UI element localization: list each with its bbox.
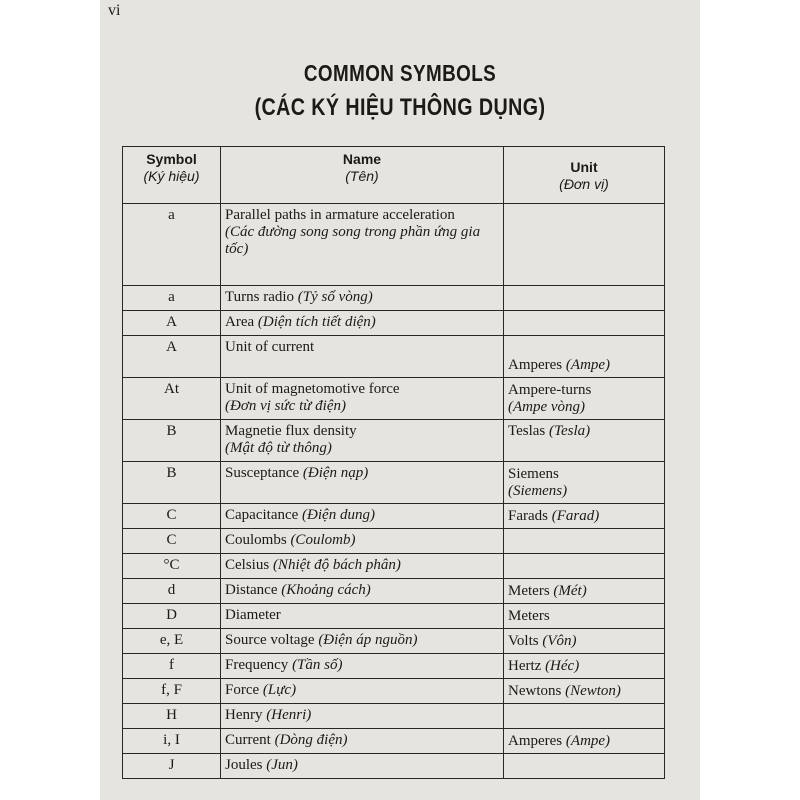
name-vi-text: (Henri) bbox=[266, 707, 312, 723]
name-text: Area bbox=[225, 314, 255, 330]
unit-cell bbox=[504, 629, 665, 654]
symbol-cell: f bbox=[123, 654, 221, 679]
unit-text: Amperes bbox=[508, 357, 563, 373]
name-text: Distance bbox=[225, 582, 278, 598]
table-row bbox=[123, 529, 665, 554]
unit-cell bbox=[504, 754, 665, 779]
name-vi-text: (Diện tích tiết diện) bbox=[257, 314, 376, 330]
header-name bbox=[221, 147, 504, 204]
name-text: Parallel paths in armature acceleration bbox=[225, 207, 455, 223]
name-cell bbox=[221, 604, 504, 629]
table-row bbox=[123, 204, 665, 286]
table-row bbox=[123, 629, 665, 654]
header-unit-label: Unit bbox=[570, 159, 598, 175]
unit-cell bbox=[504, 679, 665, 704]
name-vi-text: (Dòng điện) bbox=[274, 732, 348, 748]
symbol-cell: H bbox=[123, 704, 221, 729]
table-row bbox=[123, 554, 665, 579]
symbol-cell: B bbox=[123, 462, 221, 504]
unit-cell bbox=[504, 336, 665, 378]
name-cell bbox=[221, 579, 504, 604]
table-row bbox=[123, 378, 665, 420]
name-text: Magnetie flux density bbox=[225, 423, 357, 439]
name-vi-text: (Tần số) bbox=[292, 657, 343, 673]
name-cell bbox=[221, 754, 504, 779]
table-row bbox=[123, 654, 665, 679]
unit-cell bbox=[504, 579, 665, 604]
header-symbol bbox=[123, 147, 221, 204]
symbol-cell: A bbox=[123, 311, 221, 336]
name-vi-text: (Mật độ từ thông) bbox=[225, 440, 332, 456]
table-row bbox=[123, 729, 665, 754]
header-unit-vi: (Đơn vị) bbox=[559, 176, 609, 192]
table-row bbox=[123, 579, 665, 604]
unit-cell bbox=[504, 504, 665, 529]
name-cell bbox=[221, 311, 504, 336]
symbol-cell: J bbox=[123, 754, 221, 779]
unit-cell bbox=[504, 286, 665, 311]
symbol-cell: A bbox=[123, 336, 221, 378]
book-page bbox=[100, 0, 700, 800]
page-number: vi bbox=[108, 2, 121, 19]
name-vi-text: (Coulomb) bbox=[290, 532, 356, 548]
unit-vi-text: (Ampe) bbox=[565, 357, 611, 373]
name-vi-text: (Jun) bbox=[266, 757, 298, 773]
symbol-cell: d bbox=[123, 579, 221, 604]
table-body bbox=[123, 204, 665, 779]
symbol-cell: a bbox=[123, 286, 221, 311]
unit-cell bbox=[504, 204, 665, 286]
unit-text: Farads bbox=[508, 508, 548, 524]
name-cell bbox=[221, 554, 504, 579]
unit-text: Newtons bbox=[508, 683, 562, 699]
name-vi-text: (Đơn vị sức từ điện) bbox=[225, 398, 347, 414]
name-text: Unit of magnetomotive force bbox=[225, 381, 400, 397]
unit-cell bbox=[504, 729, 665, 754]
name-cell bbox=[221, 629, 504, 654]
header-unit bbox=[504, 147, 665, 204]
symbol-cell: f, F bbox=[123, 679, 221, 704]
page-title: COMMON SYMBOLS bbox=[303, 60, 497, 86]
header-symbol-label: Symbol bbox=[146, 151, 197, 167]
name-cell bbox=[221, 336, 504, 378]
table-row bbox=[123, 286, 665, 311]
unit-cell bbox=[504, 378, 665, 420]
name-cell bbox=[221, 204, 504, 286]
unit-cell bbox=[504, 462, 665, 504]
name-cell bbox=[221, 679, 504, 704]
symbols-table-wrapper bbox=[122, 146, 664, 779]
unit-vi-text: (Siemens) bbox=[508, 483, 568, 499]
name-vi-text: (Lực) bbox=[262, 682, 297, 698]
unit-vi-text: (Farad) bbox=[551, 508, 600, 524]
name-text: Capacitance bbox=[225, 507, 299, 523]
symbol-cell: B bbox=[123, 420, 221, 462]
name-cell bbox=[221, 704, 504, 729]
table-header-row bbox=[123, 147, 665, 204]
unit-text: Meters bbox=[508, 583, 550, 599]
name-cell bbox=[221, 420, 504, 462]
name-vi-text: (Khoảng cách) bbox=[281, 582, 371, 598]
unit-vi-text: (Ampe) bbox=[565, 733, 611, 749]
name-text: Frequency bbox=[225, 657, 289, 673]
unit-text: Siemens bbox=[508, 466, 559, 482]
table-row bbox=[123, 420, 665, 462]
unit-cell bbox=[504, 420, 665, 462]
unit-text: Amperes bbox=[508, 733, 563, 749]
unit-vi-text: (Newton) bbox=[565, 683, 621, 699]
symbol-cell: C bbox=[123, 504, 221, 529]
unit-text: Ampere-turns bbox=[508, 382, 592, 398]
symbol-cell: At bbox=[123, 378, 221, 420]
name-cell bbox=[221, 729, 504, 754]
name-text: Susceptance bbox=[225, 465, 300, 481]
name-vi-text: (Điện dung) bbox=[302, 507, 375, 523]
unit-cell bbox=[504, 704, 665, 729]
name-vi-text: (Các đường song song trong phần ứng gia tốc) bbox=[225, 224, 481, 257]
unit-cell bbox=[504, 311, 665, 336]
table-row bbox=[123, 462, 665, 504]
symbols-table bbox=[122, 146, 665, 779]
symbol-cell: D bbox=[123, 604, 221, 629]
name-vi-text: (Điện áp nguồn) bbox=[318, 632, 418, 648]
name-vi-text: (Tỷ số vòng) bbox=[297, 289, 373, 305]
symbol-cell: C bbox=[123, 529, 221, 554]
unit-text: Meters bbox=[508, 608, 550, 624]
table-row bbox=[123, 604, 665, 629]
table-row bbox=[123, 504, 665, 529]
table-row bbox=[123, 679, 665, 704]
name-cell bbox=[221, 378, 504, 420]
name-cell bbox=[221, 286, 504, 311]
name-text: Force bbox=[225, 682, 260, 698]
table-row bbox=[123, 704, 665, 729]
header-name-vi: (Tên) bbox=[345, 168, 379, 184]
unit-cell bbox=[504, 604, 665, 629]
header-symbol-vi: (Ký hiệu) bbox=[143, 168, 200, 184]
name-cell bbox=[221, 654, 504, 679]
name-text: Celsius bbox=[225, 557, 270, 573]
name-cell bbox=[221, 529, 504, 554]
name-vi-text: (Nhiệt độ bách phân) bbox=[272, 557, 401, 573]
symbol-cell: °C bbox=[123, 554, 221, 579]
unit-text: Volts bbox=[508, 633, 539, 649]
symbol-cell: a bbox=[123, 204, 221, 286]
name-vi-text: (Điện nạp) bbox=[302, 465, 369, 481]
table-row bbox=[123, 754, 665, 779]
name-text: Turns radio bbox=[225, 289, 295, 305]
name-text: Unit of current bbox=[225, 339, 315, 355]
name-text: Current bbox=[225, 732, 271, 748]
name-cell bbox=[221, 462, 504, 504]
table-row bbox=[123, 311, 665, 336]
unit-cell bbox=[504, 529, 665, 554]
table-row bbox=[123, 336, 665, 378]
unit-vi-text: (Mét) bbox=[553, 583, 587, 599]
symbol-cell: e, E bbox=[123, 629, 221, 654]
name-cell bbox=[221, 504, 504, 529]
name-text: Joules bbox=[225, 757, 263, 773]
unit-text: Teslas bbox=[508, 423, 546, 439]
name-text: Henry bbox=[225, 707, 263, 723]
unit-cell bbox=[504, 554, 665, 579]
unit-vi-text: (Ampe vòng) bbox=[508, 399, 586, 415]
name-text: Source voltage bbox=[225, 632, 315, 648]
unit-vi-text: (Vôn) bbox=[542, 633, 577, 649]
name-text: Coulombs bbox=[225, 532, 287, 548]
unit-vi-text: (Tesla) bbox=[549, 423, 591, 439]
page-subtitle: (CÁC KÝ HIỆU THÔNG DỤNG) bbox=[254, 94, 546, 121]
symbol-cell: i, I bbox=[123, 729, 221, 754]
unit-cell bbox=[504, 654, 665, 679]
unit-text: Hertz bbox=[508, 658, 542, 674]
name-text: Diameter bbox=[225, 607, 281, 623]
header-name-label: Name bbox=[342, 151, 382, 167]
unit-vi-text: (Héc) bbox=[545, 658, 580, 674]
